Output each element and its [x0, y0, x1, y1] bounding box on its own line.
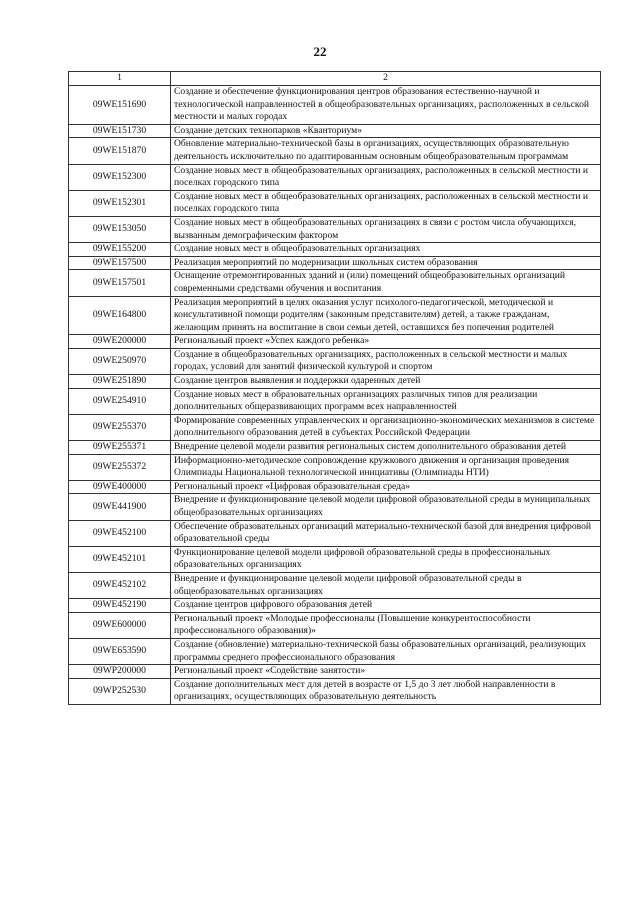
table-row [69, 388, 601, 414]
row-code: 09WE164800 [69, 296, 171, 335]
table-row [69, 348, 601, 374]
row-description: Обновление материально-технической базы в организациях, осуществляющих образовательную деятельность исключительно по адаптированным основным общеобразовательным программам [171, 138, 601, 164]
row-description: Региональный проект «Успех каждого ребенка» [171, 335, 601, 349]
table-row [69, 256, 601, 270]
page-number: 22 [313, 44, 327, 59]
table-row [69, 270, 601, 296]
row-code: 09WP252530 [69, 678, 171, 704]
table-row [69, 572, 601, 598]
column-header-code: 1 [69, 72, 171, 86]
row-description: Создание центров выявления и поддержки одаренных детей [171, 375, 601, 389]
row-description: Региональный проект «Цифровая образовательная среда» [171, 480, 601, 494]
row-description: Создание дополнительных мест для детей в возрасте от 1,5 до 3 лет любой направленности в организациях, осуществляющих образовательную деятельность [171, 678, 601, 704]
row-code: 09WE255370 [69, 414, 171, 440]
row-description: Внедрение и функционирование целевой модели цифровой образовательной среды в общеобразовательных организациях [171, 572, 601, 598]
row-description: Оснащение отремонтированных зданий и (или) помещений общеобразовательных организаций современными средствами обучения и воспитания [171, 270, 601, 296]
table-row [69, 520, 601, 546]
row-code: 09WE452101 [69, 546, 171, 572]
row-description: Региональный проект «Содействие занятости» [171, 665, 601, 679]
row-code: 09WP200000 [69, 665, 171, 679]
row-code: 09WE251890 [69, 375, 171, 389]
row-description: Региональный проект «Молодые профессионалы (Повышение конкурентоспособности профессионального образования)» [171, 612, 601, 638]
row-code: 09WE157500 [69, 256, 171, 270]
row-code: 09WE152300 [69, 164, 171, 190]
row-code: 09WE250970 [69, 348, 171, 374]
table-row [69, 546, 601, 572]
row-code: 09WE155200 [69, 243, 171, 257]
row-description: Создание (обновление) материально-технической базы образовательных организаций, реализующих программы среднего профессионального образования [171, 638, 601, 664]
row-description: Создание в общеобразовательных организациях, расположенных в сельской местности и малых городах, условий для занятий физической культурой и спортом [171, 348, 601, 374]
table-row [69, 243, 601, 257]
table-row [69, 454, 601, 480]
table-row [69, 599, 601, 613]
row-code: 09WE255371 [69, 441, 171, 455]
table-row [69, 665, 601, 679]
row-code: 09WE452190 [69, 599, 171, 613]
row-description: Создание и обеспечение функционирования центров образования естественно-научной и технологической направленностей в общеобразовательных организациях, расположенных в сельской местности и малых городах [171, 86, 601, 125]
table-row [69, 480, 601, 494]
table-row [69, 86, 601, 125]
column-header-description: 2 [171, 72, 601, 86]
row-description: Создание новых мест в общеобразовательных организациях, расположенных в сельской местности и поселках городского типа [171, 190, 601, 216]
row-description: Внедрение и функционирование целевой модели цифровой образовательной среды в муниципальных общеобразовательных организациях [171, 494, 601, 520]
row-code: 09WE653590 [69, 638, 171, 664]
table-header-row [69, 72, 601, 86]
row-description: Обеспечение образовательных организаций материально-технической базой для внедрения цифровой образовательной среды [171, 520, 601, 546]
table-row [69, 190, 601, 216]
table-row [69, 164, 601, 190]
table-row [69, 375, 601, 389]
table-row [69, 414, 601, 440]
row-description: Функционирование целевой модели цифровой образовательной среды в профессиональных образовательных организациях [171, 546, 601, 572]
table-row [69, 494, 601, 520]
row-code: 09WE254910 [69, 388, 171, 414]
row-code: 09WE152301 [69, 190, 171, 216]
table-row [69, 441, 601, 455]
row-code: 09WE157501 [69, 270, 171, 296]
table-row [69, 216, 601, 242]
budget-codes-table [68, 71, 601, 705]
row-description: Внедрение целевой модели развития региональных систем дополнительного образования детей [171, 441, 601, 455]
row-description: Создание новых мест в образовательных организациях различных типов для реализации дополнительных общеразвивающих программ всех направленностей [171, 388, 601, 414]
row-code: 09WE151730 [69, 124, 171, 138]
row-code: 09WE400000 [69, 480, 171, 494]
row-description: Формирование современных управленческих и организационно-экономических механизмов в системе дополнительного образования детей в субъектах Российской Федерации [171, 414, 601, 440]
row-description: Создание новых мест в общеобразовательных организациях [171, 243, 601, 257]
table-row [69, 124, 601, 138]
row-description: Создание центров цифрового образования детей [171, 599, 601, 613]
row-code: 09WE441900 [69, 494, 171, 520]
table-row [69, 335, 601, 349]
row-description: Реализация мероприятий по модернизации школьных систем образования [171, 256, 601, 270]
row-code: 09WE600000 [69, 612, 171, 638]
row-code: 09WE151870 [69, 138, 171, 164]
row-description: Создание новых мест в общеобразовательных организациях в связи с ростом числа обучающихся, вызванным демографическим фактором [171, 216, 601, 242]
table-row [69, 612, 601, 638]
row-description: Реализация мероприятий в целях оказания услуг психолого-педагогической, методической и консультативной помощи родителям (законным представителям) детей, а также гражданам, желающим принять на воспитание в свои семьи детей, оставшихся без попечения родителей [171, 296, 601, 335]
table-row [69, 638, 601, 664]
row-description: Создание новых мест в общеобразовательных организациях, расположенных в сельской местности и поселках городского типа [171, 164, 601, 190]
row-code: 09WE452102 [69, 572, 171, 598]
table-row [69, 296, 601, 335]
row-code: 09WE200000 [69, 335, 171, 349]
row-code: 09WE151690 [69, 86, 171, 125]
table-body [69, 86, 601, 705]
row-description: Создание детских технопарков «Кванториум» [171, 124, 601, 138]
table-row [69, 138, 601, 164]
row-code: 09WE255372 [69, 454, 171, 480]
row-description: Информационно-методическое сопровождение кружкового движения и организация проведения Олимпиады Национальной технологической инициативы (Олимпиады НТИ) [171, 454, 601, 480]
table-row [69, 678, 601, 704]
row-code: 09WE452100 [69, 520, 171, 546]
row-code: 09WE153050 [69, 216, 171, 242]
